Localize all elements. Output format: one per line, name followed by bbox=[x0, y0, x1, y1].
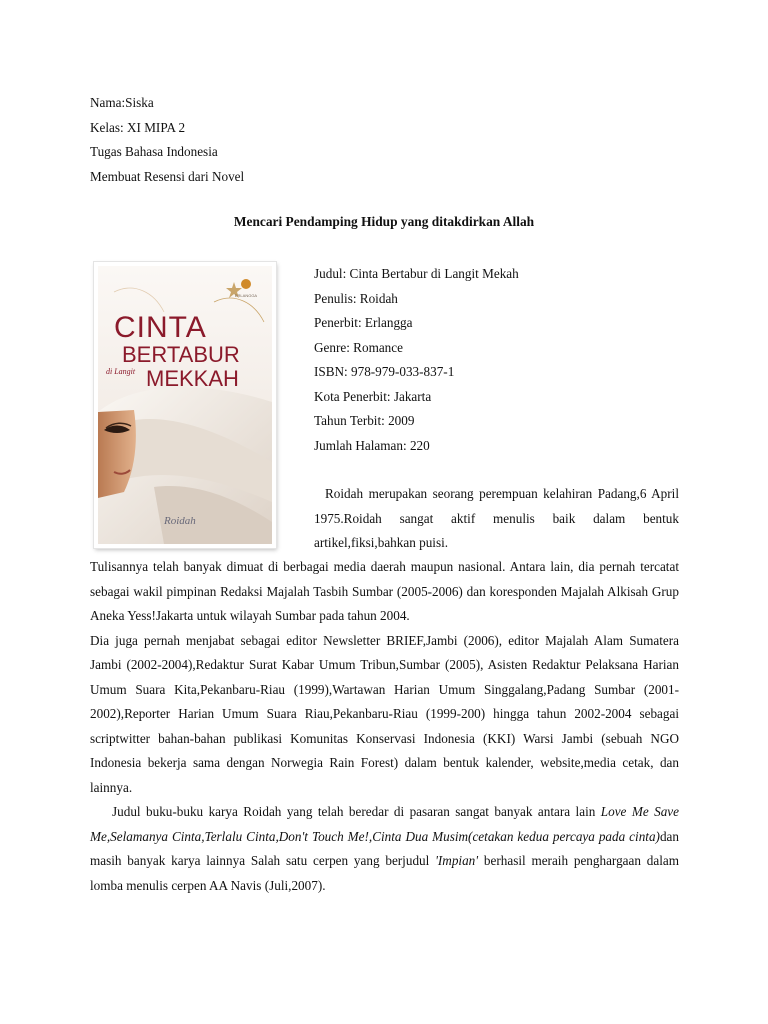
works-titles: Love Me Save Me,Selamanya Cinta,Terlalu Cinta,Don't Touch Me!,Cinta Dua Musim(cetakan kedua percaya pada cinta) bbox=[90, 804, 679, 844]
student-name: Nama:Siska bbox=[90, 95, 154, 110]
paragraph-works bbox=[90, 800, 679, 898]
cover-title-line-4: MEKKAH bbox=[146, 366, 239, 391]
review-body bbox=[90, 555, 679, 898]
works-award: berhasil meraih penghargaan dalam lomba menulis cerpen AA Navis (Juli,2007). bbox=[90, 853, 679, 893]
book-publisher: Penerbit: Erlangga bbox=[314, 315, 413, 330]
book-genre: Genre: Romance bbox=[314, 339, 403, 355]
cover-title-line-2: BERTABUR bbox=[122, 342, 240, 367]
cover-title-line-1: CINTA bbox=[114, 311, 207, 344]
book-pages: Jumlah Halaman: 220 bbox=[314, 437, 430, 453]
book-isbn: ISBN: 978-979-033-837-1 bbox=[314, 364, 455, 379]
works-short-story-title: 'Impian' bbox=[435, 853, 479, 868]
assignment-task: Membuat Resensi dari Novel bbox=[90, 168, 245, 184]
student-header bbox=[90, 91, 244, 189]
author-bio-intro: Roidah merupakan seorang perempuan kelahiran Padang,6 April 1975.Roidah sangat aktif menulis baik dalam bentuk artikel,fiksi,bahkan puisi. bbox=[314, 486, 679, 550]
paragraph-publications: Tulisannya telah banyak dimuat di berbagai media daerah maupun nasional. Antara lain, dia pernah tercatat sebagai wakil pimpinan Redaksi Majalah Tasbih Sumbar (2005-2006) dan koresponden Majalah Alkisah Grup Aneka Yess!Jakarta untuk wilayah Sumbar pada tahun 2004. bbox=[90, 559, 679, 623]
publisher-mark: ERLANGGA bbox=[234, 293, 258, 298]
review-title: Mencari Pendamping Hidup yang ditakdirkan Allah bbox=[233, 214, 535, 229]
paragraph-career: Dia juga pernah menjabat sebagai editor Newsletter BRIEF,Jambi (2006), editor Majalah Alam Sumatera Jambi (2002-2004),Redaktur Surat Kabar Umum Tribun,Sumbar (2005), Asisten Redaktur Pelaksana Harian Umum Suara Kita,Pekanbaru-Riau (1999),Wartawan Harian Umum Singgalang,Padang Sumbar (2001-2002),Reporter Harian Umum Suara Riau,Pekanbaru-Riau (1999-200) hingga tahun 2002-2004 sebagai scriptwitter bahan-bahan publikasi Komunitas Konservasi Indonesia (KKI) Warsi Jambi (sebuah NGO Indonesia bekerja sama dengan Norwegia Rain Forest) dalam bentuk kalender, website,media cetak, dan lainnya. bbox=[90, 632, 679, 795]
works-middle: dan masih banyak karya lainnya Salah satu cerpen yang berjudul bbox=[90, 828, 679, 868]
cover-author: Roidah bbox=[164, 515, 196, 527]
works-intro: Judul buku-buku karya Roidah yang telah beredar di pasaran sangat banyak antara lain bbox=[112, 804, 601, 819]
book-details bbox=[314, 262, 519, 458]
book-author: Penulis: Roidah bbox=[314, 290, 398, 306]
book-city: Kota Penerbit: Jakarta bbox=[314, 388, 432, 404]
book-year: Tahun Terbit: 2009 bbox=[314, 413, 415, 428]
student-class: Kelas: XI MIPA 2 bbox=[90, 119, 186, 135]
cover-title-line-3: di Langit bbox=[106, 367, 136, 376]
book-title: Judul: Cinta Bertabur di Langit Mekah bbox=[314, 266, 519, 281]
assignment-subject: Tugas Bahasa Indonesia bbox=[90, 144, 218, 159]
book-cover-image bbox=[94, 262, 276, 548]
